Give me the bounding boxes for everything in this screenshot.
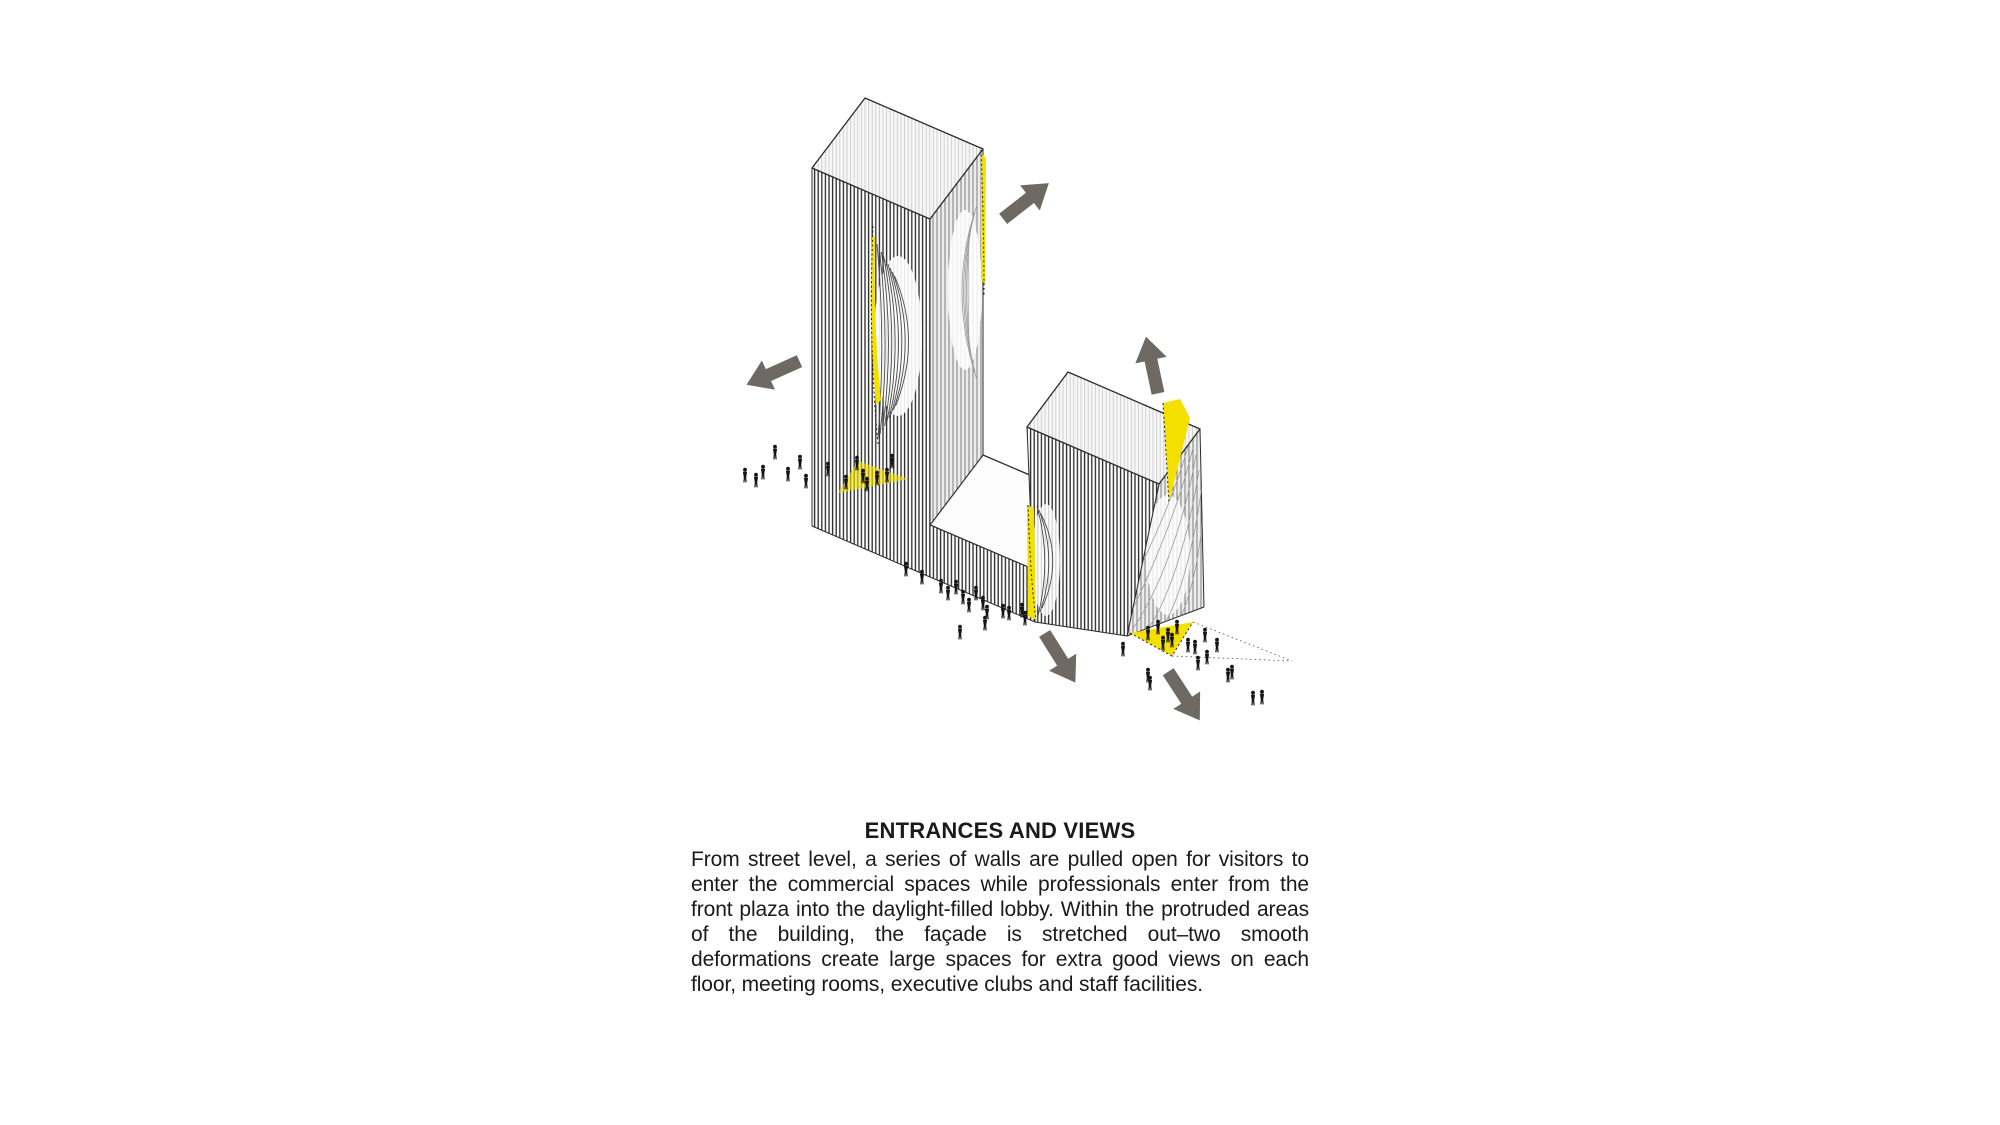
plaza-extension-dash-lines xyxy=(1172,622,1292,661)
pedestrian-figure xyxy=(961,590,965,605)
pedestrian-figure xyxy=(904,562,908,577)
building-diagram xyxy=(700,60,1320,750)
pedestrian-figure xyxy=(920,570,924,585)
view-arrow-west-icon xyxy=(740,347,806,400)
pedestrian-figure xyxy=(1230,665,1234,680)
pedestrian-figure xyxy=(798,455,802,470)
pedestrian-figure xyxy=(743,468,747,483)
pedestrian-figure xyxy=(1193,640,1197,655)
caption-title: ENTRANCES AND VIEWS xyxy=(864,818,1136,843)
pedestrian-figure xyxy=(954,580,958,595)
pedestrian-figure xyxy=(946,586,950,601)
view-arrow-northeast-icon xyxy=(993,171,1058,232)
pedestrian-figure xyxy=(773,445,777,460)
pedestrian-figure xyxy=(1226,668,1230,683)
pedestrian-figure xyxy=(1205,650,1209,665)
pedestrian-figure xyxy=(1215,638,1219,653)
pedestrian-figure xyxy=(804,474,808,489)
pedestrian-figure xyxy=(983,616,987,631)
entrance-arrow-southeast-icon xyxy=(1155,663,1213,729)
pedestrian-figure xyxy=(786,467,790,482)
pedestrian-figure xyxy=(974,586,978,601)
entrance-arrow-south-icon xyxy=(1031,625,1089,691)
pedestrian-figure xyxy=(761,465,765,480)
pedestrian-figure xyxy=(1196,656,1200,671)
caption-block xyxy=(691,818,1309,997)
pedestrian-figure xyxy=(981,596,985,611)
pedestrian-figure xyxy=(958,625,962,640)
pedestrian-figure xyxy=(939,579,943,594)
pedestrian-figure xyxy=(1007,606,1011,621)
caption-body: From street level, a series of walls are pulled open for visitors to enter the commercial spaces while professionals enter from the front plaza into the daylight-filled lobby. Within the protruded areas of the building, the façade is stretched out–two smooth deformations create large spaces for extra good views on each floor, meeting rooms, executive clubs and staff facilities. xyxy=(691,848,1309,996)
pedestrian-figure xyxy=(1251,691,1255,706)
pedestrian-figure xyxy=(967,598,971,613)
pedestrian-figure xyxy=(1023,611,1027,626)
view-arrow-north-icon xyxy=(1130,333,1173,396)
pedestrian-figure xyxy=(754,473,758,488)
pedestrian-figure xyxy=(1121,642,1125,657)
pedestrian-figure xyxy=(1186,638,1190,653)
pedestrian-figure xyxy=(1260,690,1264,705)
short-tower-left-deformation xyxy=(1032,504,1060,616)
pedestrian-figure xyxy=(1001,604,1005,619)
pedestrian-figure xyxy=(1203,628,1207,643)
